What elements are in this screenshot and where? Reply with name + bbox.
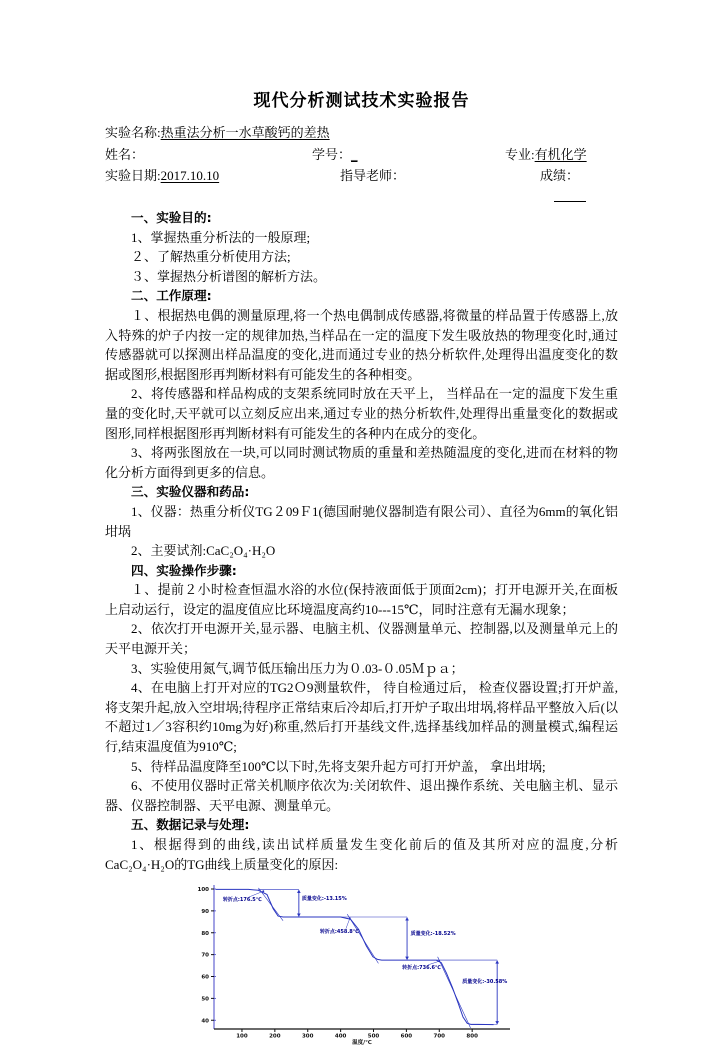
- major-label: 专业:: [505, 146, 535, 162]
- svg-text:温度/℃: 温度/℃: [352, 1040, 372, 1047]
- section-heading-purpose: 一、实验目的:: [131, 210, 212, 225]
- svg-text:700: 700: [433, 1033, 446, 1040]
- svg-text:800: 800: [466, 1033, 478, 1040]
- section-heading-data: 五、数据记录与处理:: [131, 817, 250, 833]
- equipment-item: 1、仪器：热重分析仪TG２09Ｆ1(德国耐驰仪器制造有限公司）、直径为6mm的氧化铝坩埚: [105, 503, 618, 539]
- svg-text:100: 100: [197, 887, 209, 894]
- svg-text:400: 400: [334, 1033, 347, 1040]
- svg-text:300: 300: [301, 1033, 314, 1040]
- teacher-field: [340, 165, 540, 208]
- field-row-date: [105, 165, 618, 208]
- score-blank-line: [554, 189, 586, 202]
- page-title: 现代分析测试技术实验报告: [253, 91, 470, 111]
- field-row-experiment-name: [105, 122, 618, 144]
- svg-text:质量变化:-30.58%: 质量变化:-30.58%: [462, 979, 508, 986]
- date-value: 2017.10.10: [160, 168, 220, 183]
- svg-text:质量变化:-18.52%: 质量变化:-18.52%: [410, 931, 456, 938]
- experiment-name-value: 热重法分析一水草酸钙的差热: [160, 125, 330, 140]
- principle-paragraph: １、根据热电偶的测量原理,将一个热电偶制成传感器,将微量的样品置于传感器上,放入特殊的炉子内按一定的规律加热,当样品在一定的温度下发生吸放热的物理变化时,通过传感器就可以探测出样品温度的变化,进而通过专业的热分析软件,处理得出温度变化的数据或图形,根据图形再判断材料有可能发生的各种相变。: [105, 307, 618, 382]
- name-field: [105, 144, 312, 166]
- svg-text:60: 60: [201, 974, 209, 981]
- svg-text:600: 600: [400, 1033, 413, 1040]
- tg-curve-svg: [190, 882, 522, 1048]
- purpose-item: ２、了解热重分析使用方法;: [131, 249, 291, 265]
- section-heading-principle: 二、工作原理:: [131, 288, 212, 304]
- purpose-item: 1、掌握热重分析法的一般原理;: [131, 229, 311, 245]
- svg-text:转折点:176.5℃: 转折点:176.5℃: [222, 897, 262, 904]
- major-value: 有机化学: [534, 146, 587, 162]
- svg-text:200: 200: [269, 1033, 281, 1040]
- step-item: 2、依次打开电源开关,显示器、电脑主机、仪器测量单元、控制器,以及测量单元上的天平电源开关；: [105, 621, 618, 657]
- svg-text:转折点:736.6℃: 转折点:736.6℃: [402, 965, 441, 972]
- svg-text:40: 40: [201, 1018, 209, 1025]
- svg-text:90: 90: [201, 909, 209, 916]
- svg-text:80: 80: [201, 930, 209, 937]
- tg-curve-chart: [190, 882, 618, 1053]
- purpose-item: ３、掌握热分析谱图的解析方法。: [131, 268, 327, 284]
- equipment-item: 2、主要试剂:CaC₂O₄·H₂O: [131, 543, 276, 559]
- svg-text:质量变化:-13.15%: 质量变化:-13.15%: [301, 896, 347, 903]
- student-id-value: _: [351, 146, 358, 162]
- svg-text:转折点:458.8℃: 转折点:458.8℃: [319, 928, 359, 935]
- svg-text:500: 500: [367, 1033, 380, 1040]
- student-id-label: 学号：: [312, 146, 352, 162]
- principle-paragraph: 2、将传感器和样品构成的支架系统同时放在天平上， 当样品在一定的温度下发生重量的变化时,天平就可以立刻反应出来,通过专业的热分析软件,处理得出重量变化的数据或图形,同样根据图形再判断材料有可能发生的各种内在成分的变化。: [105, 386, 618, 441]
- teacher-label: 指导老师：: [340, 168, 406, 183]
- student-id-field: [312, 144, 505, 166]
- svg-text:70: 70: [201, 952, 209, 959]
- step-item: 5、待样品温度降至100℃以下时,先将支架升起方可打开炉盖， 拿出坩埚;: [131, 758, 546, 774]
- date-label: 实验日期:: [105, 168, 161, 183]
- section-heading-equipment: 三、实验仪器和药品:: [131, 484, 250, 500]
- score-field: [540, 165, 618, 208]
- experiment-name: [105, 122, 618, 144]
- principle-paragraph: 3、将两张图放在一块,可以同时测试物质的重量和差热随温度的变化,进而在材料的物化分析方面得到更多的信息。: [105, 445, 618, 480]
- section-heading-steps: 四、实验操作步骤:: [131, 562, 237, 578]
- date-field: [105, 165, 340, 208]
- data-paragraph: 1、根据得到的曲线,读出试样质量发生变化前后的值及其所对应的温度,分析CaC₂O₄·H₂O的TG曲线上质量变化的原因:: [105, 837, 618, 872]
- step-item: 4、在电脑上打开对应的TG2Ｏ9测量软件， 待自检通过后， 检查仪器设置;打开炉盖,将支架升起,放入空坩埚;待程序正常结束后冷却后,打开炉子取出坩埚,将样品平整放入后(以不超过1／3容积约10mg为好)称重,然后打开基线文件,选择基线加样品的测量模式,编程运行,结束温度值为910℃;: [105, 680, 618, 755]
- step-item: 6、不使用仪器时正常关机顺序依次为:关闭软件、退出操作系统、关电脑主机、显示器、仪器控制器、天平电源、测量单元。: [105, 778, 618, 813]
- name-label: 姓名：: [105, 146, 145, 162]
- step-item: 3、实验使用氮气,调节低压输出压力为０.03-０.05Ｍｐａ；: [131, 660, 464, 676]
- major-field: [505, 144, 618, 166]
- svg-text:50: 50: [201, 996, 209, 1003]
- svg-text:100: 100: [236, 1033, 248, 1040]
- score-label: 成绩：: [540, 168, 580, 183]
- field-row-identity: [105, 144, 618, 166]
- step-item: １、提前２小时检查恒温水浴的水位(保持液面低于顶面2cm)；打开电源开关,在面板上启动运行，设定的温度值应比环境温度高约10---15℃，同时注意有无漏水现象；: [105, 582, 618, 617]
- experiment-name-label: 实验名称:: [105, 125, 161, 140]
